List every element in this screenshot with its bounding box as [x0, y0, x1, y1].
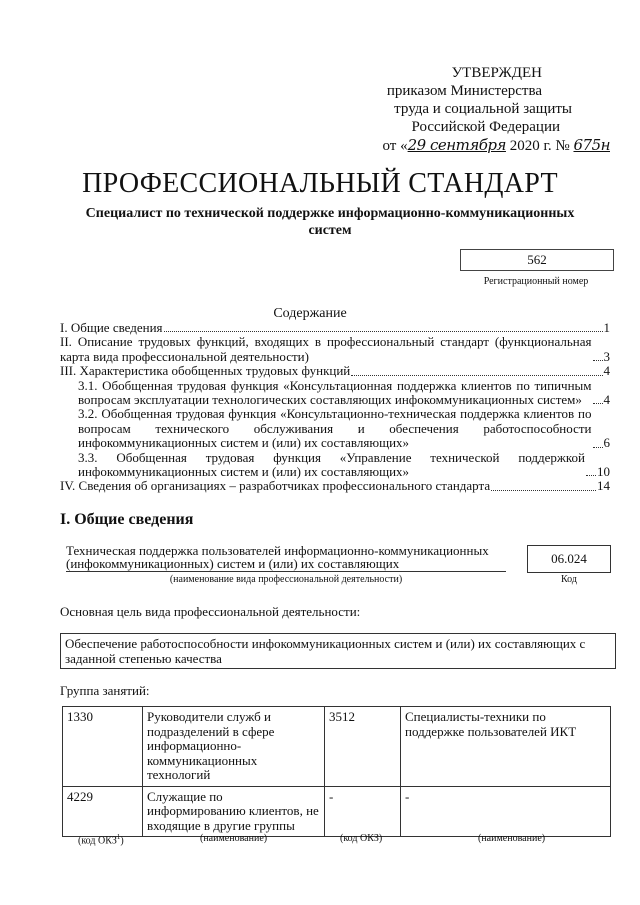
okz-code-cell: 4229	[63, 786, 143, 837]
toc-page-number: 10	[597, 464, 610, 480]
toc-entry[interactable]	[60, 407, 610, 450]
toc-page-number: 14	[597, 478, 610, 494]
name-caption: (наименование)	[200, 833, 268, 844]
approval-block	[330, 64, 610, 155]
occupation-name-cell: -	[401, 786, 611, 837]
okz-code-caption	[78, 833, 124, 846]
okz-code-caption-close: )	[120, 835, 124, 847]
handwritten-number: 675н	[573, 136, 610, 154]
toc-page-number: 4	[603, 392, 610, 408]
goal-label: Основная цель вида профессиональной деятельности:	[60, 604, 361, 619]
document-subtitle	[60, 205, 600, 239]
occupation-name-cell: Руководители служб и подразделений в сфере информационно-коммуникационных технологий	[143, 707, 325, 787]
toc-leader	[351, 375, 602, 376]
toc-entry-text: IV. Сведения об организациях – разработчиках профессионального стандарта	[60, 478, 491, 494]
code-caption: Код	[561, 574, 577, 585]
date-suffix: 2020 г. №	[505, 138, 574, 154]
table-row	[63, 707, 611, 787]
toc-entry[interactable]	[60, 451, 610, 480]
occupation-group-table	[62, 706, 611, 837]
goal-box: Обеспечение работоспособности инфокоммуникационных систем и (или) их составляющих с заданной степенью качества	[60, 633, 616, 669]
toc-entry-text: 3.2. Обобщенная трудовая функция «Консультационно-техническая поддержка клиентов по вопросам технического обслуживания и обеспечения работоспособности инфокоммуникационных систем и (или) их составляющих»	[78, 406, 592, 451]
okz-code-cell: -	[325, 786, 401, 837]
activity-caption: (наименование вида профессиональной деятельности)	[169, 574, 403, 585]
toc-leader	[164, 331, 603, 332]
footnote-mark: 1	[116, 833, 121, 841]
toc-leader	[593, 360, 603, 361]
toc-title: Содержание	[273, 306, 347, 321]
toc-leader	[593, 403, 603, 404]
table-of-contents	[60, 321, 610, 494]
toc-page-number: 6	[603, 435, 610, 451]
approval-line1: приказом Министерства	[386, 83, 542, 99]
toc-entry-text: 3.3. Обобщенная трудовая функция «Управление технической поддержкой инфокоммуникационных систем и (или) их составляющих»	[78, 449, 585, 480]
toc-leader	[586, 475, 596, 476]
approval-line3: Российской Федерации	[411, 119, 560, 135]
toc-entry-text: III. Характеристика обобщенных трудовых функций	[60, 363, 351, 379]
toc-entry[interactable]	[60, 379, 610, 408]
toc-entry[interactable]	[60, 479, 610, 493]
activity-name: Техническая поддержка пользователей информационно-коммуникационных (инфокоммуникационных) систем и (или) их составляющих	[66, 543, 489, 571]
activity-code-box: 06.024	[527, 545, 611, 573]
section-heading: I. Общие сведения	[60, 511, 194, 528]
toc-entry-text: 3.1. Обобщенная трудовая функция «Консультационная поддержка клиентов по типичным вопросам эксплуатации технологических составляющих инфокоммуникационных систем»	[78, 377, 592, 408]
toc-page-number: 3	[603, 348, 610, 364]
name-caption-2: (наименование)	[478, 833, 546, 844]
registration-caption: Регистрационный номер	[483, 276, 589, 287]
toc-page-number: 1	[603, 320, 610, 335]
registration-number-box: 562	[460, 249, 614, 271]
okz-code-cell: 3512	[325, 707, 401, 787]
approval-date-line	[330, 136, 610, 155]
okz-code-cell: 1330	[63, 707, 143, 787]
subtitle-line1: Специалист по технической поддержке информационно-коммуникационных	[85, 206, 575, 221]
subtitle-line2: систем	[308, 223, 352, 238]
okz-code-caption-2: (код ОКЗ)	[340, 833, 383, 844]
okz-code-caption-text: (код ОКЗ	[78, 835, 117, 847]
toc-entry-text: II. Описание трудовых функций, входящих в профессиональный стандарт (функциональная карта вида профессиональной деятельности)	[60, 334, 592, 364]
toc-entry-text: I. Общие сведения	[60, 320, 163, 335]
toc-page-number: 4	[603, 363, 610, 379]
toc-leader	[491, 490, 596, 491]
activity-underline	[66, 571, 506, 572]
table-row	[63, 786, 611, 837]
approval-heading: УТВЕРЖДЕН	[451, 65, 542, 81]
toc-entry[interactable]	[60, 335, 610, 364]
occupation-name-cell: Служащие по информированию клиентов, не входящие в другие группы	[143, 786, 325, 837]
toc-entry[interactable]	[60, 321, 610, 335]
handwritten-date: 29 сентября	[407, 136, 506, 154]
occupation-group-label: Группа занятий:	[60, 683, 150, 698]
document-title: ПРОФЕССИОНАЛЬНЫЙ СТАНДАРТ	[82, 168, 558, 199]
date-prefix: от «	[382, 138, 408, 154]
occupation-name-cell: Специалисты-техники по поддержке пользователей ИКТ	[401, 707, 611, 787]
toc-leader	[593, 447, 603, 448]
toc-entry[interactable]	[60, 364, 610, 378]
approval-line2: труда и социальной защиты	[394, 101, 572, 117]
